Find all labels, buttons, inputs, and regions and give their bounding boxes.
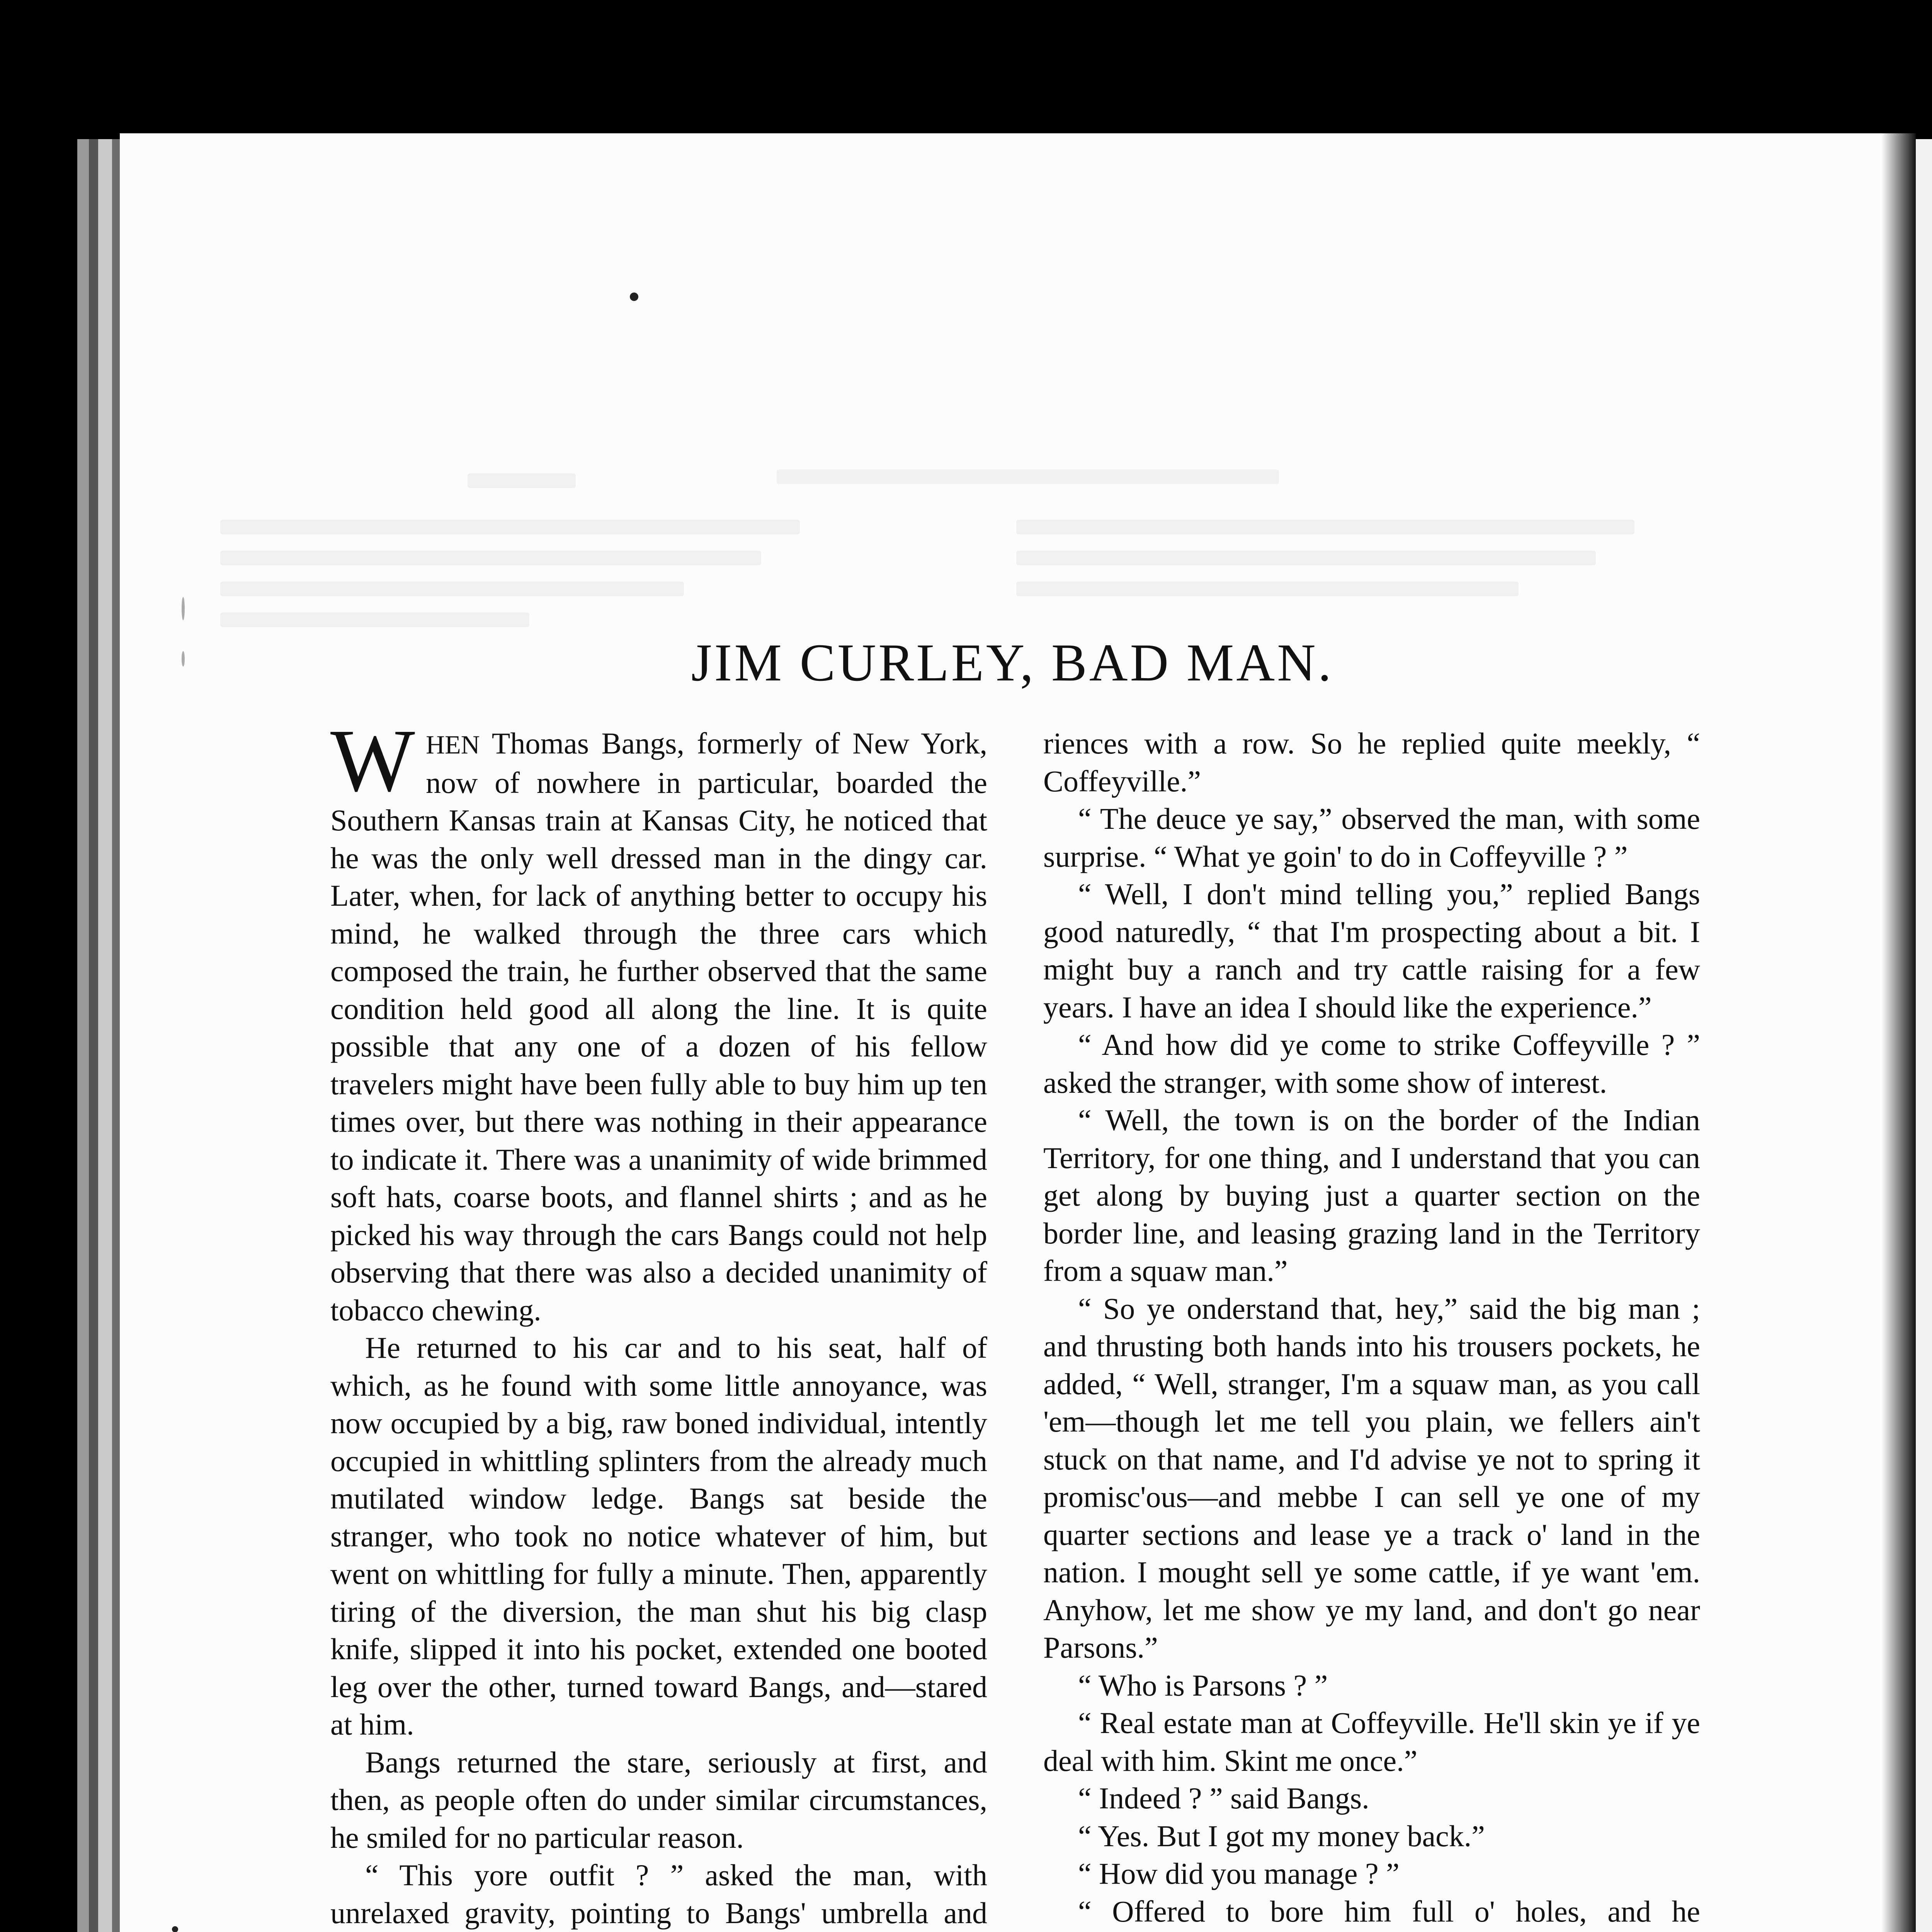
paragraph: “ Real estate man at Coffeyville. He'll skin ye if ye deal with him. Skint me once.”: [1043, 1706, 1700, 1777]
paragraph: “ Well, the town is on the border of the Indian Territory, for one thing, and I understand that you can get along by buying just a quarter section on the border line, and leasing grazing land in the Territory from a squaw man.”: [1043, 1103, 1700, 1287]
adjacent-page-edge: [1916, 139, 1932, 1932]
paragraph: He returned to his car and to his seat, half of which, as he found with some little annoyance, was now occupied by a big, raw boned individual, intently occupied in whittling splinters from the already much mutilated window ledge. Bangs sat beside the stranger, who took no notice whatever of him, but went on whittling for fully a minute. Then, apparently tiring of the diversion, the man shut his big clasp knife, slipped it into his pocket, extended one booted leg over the other, turned toward Bangs, and—stared at him.: [330, 1331, 987, 1741]
book-edge-stripe: [89, 139, 98, 1932]
book-edge-stripe: [98, 139, 112, 1932]
paragraph: “ Well, I don't mind telling you,” replied Bangs good naturedly, “ that I'm prospecting about a bit. I might buy a ranch and try cattle raising for a few years. I have an idea I should like the experience.”: [1043, 877, 1700, 1024]
paragraph: “ The deuce ye say,” observed the man, with some surprise. “ What ye goin' to do in Coffeyville ? ”: [1043, 802, 1700, 873]
paragraph: [330, 711, 987, 1329]
paragraph: “ Who is Parsons ? ”: [1078, 1668, 1328, 1702]
text-column-right: [1043, 724, 1700, 1932]
book-edge-stripe: [77, 139, 89, 1932]
magazine-page: [120, 133, 1905, 1932]
paragraph: “ Offered to bore him full o' holes, and he: [1078, 1894, 1700, 1928]
paragraph: “ How did you manage ? ”: [1078, 1857, 1400, 1890]
opening-word: HEN: [425, 730, 480, 759]
article-title: JIM CURLEY, BAD MAN.: [691, 633, 1334, 692]
paragraph: “ So ye onderstand that, hey,” said the big man ; and thrusting both hands into his trousers pockets, he added, “ Well, stranger, I'm a squaw man, as you call 'em—though let me tell you plain, we fellers ain't stuck on that name, and I'd advise ye not to spring it promisc'ous—and mebbe I can sell ye one of my quarter sections and lease ye a track o' land in the nation. I mought sell ye some cattle, if ye want 'em. Anyhow, let me show ye my land, and don't go near Parsons.”: [1043, 1291, 1700, 1664]
paragraph-text: Thomas Bangs, formerly of New York, now of nowhere in particular, boarded the Southern Kansas train at Kansas City, he noticed that he was the only well dressed man in the dingy car. Later, when, for lack of anything better to occupy his mind, he walked through the three cars which composed the train, he further observed that the same condition held good all along the line. It is quite possible that any one of a dozen of his fellow travelers might have been fully able to buy him up ten times over, but there was nothing in their appearance to indicate it. There was a unanimity of wide brimmed soft hats, coarse boots, and flannel shirts ; and as he picked his way through the cars Bangs could not help observing that there was also a decided unanimity of tobacco chewing.: [330, 726, 987, 1327]
ink-speck: [182, 597, 185, 620]
gutter-shadow: [1882, 133, 1916, 1932]
paragraph: “ And how did ye come to strike Coffeyville ? ” asked the stranger, with some show of interest.: [1043, 1028, 1700, 1099]
book-edge-stripe: [112, 139, 120, 1932]
ink-speck: [630, 293, 638, 301]
text-column-left: [330, 711, 987, 1932]
paragraph: riences with a row. So he replied quite meekly, “ Coffeyville.”: [1043, 726, 1700, 798]
paragraph: “ This yore outfit ? ” asked the man, with unrelaxed gravity, pointing to Bangs' umbrella and: [330, 1858, 987, 1930]
paragraph: “ Indeed ? ” said Bangs.: [1078, 1781, 1369, 1815]
paragraph: Bangs returned the stare, seriously at first, and then, as people often do under similar circumstances, he smiled for no particular reason.: [330, 1745, 987, 1854]
ink-speck: [172, 1926, 178, 1932]
drop-cap: W: [330, 711, 415, 810]
paragraph: “ Yes. But I got my money back.”: [1078, 1819, 1485, 1853]
